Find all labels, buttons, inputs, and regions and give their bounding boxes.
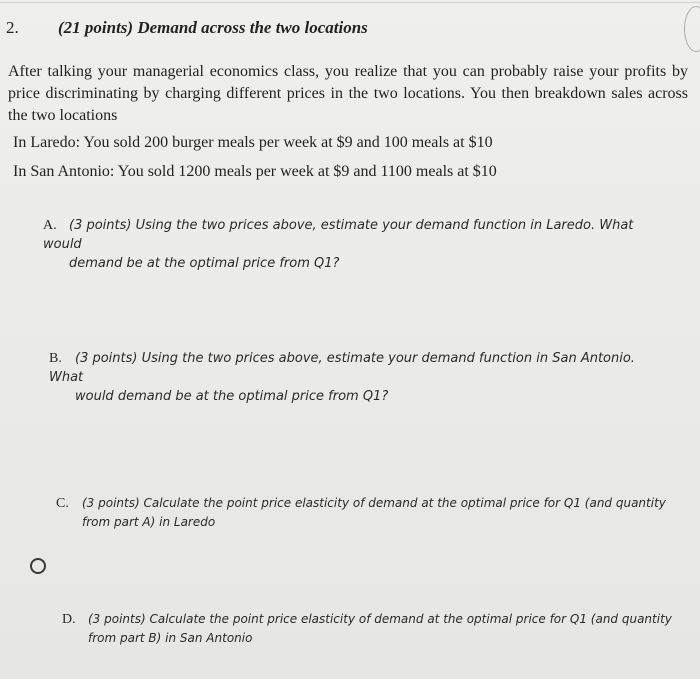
answer-radio-button[interactable] xyxy=(30,558,46,574)
part-b-line1: (3 points) Using the two prices above, estimate your demand function in San Antonio. What xyxy=(49,351,635,385)
part-c-line1: (3 points) Calculate the point price elasticity of demand at the optimal price for Q1 (and quantity xyxy=(82,496,666,510)
part-a-letter: A. xyxy=(43,218,57,233)
case-laredo: In Laredo: You sold 200 burger meals per week at $9 and 100 meals at $10 xyxy=(13,134,493,151)
part-d-line2: from part B) in San Antonio xyxy=(88,631,253,645)
question-title: (21 points) Demand across the two locations xyxy=(58,18,368,37)
part-d-letter: D. xyxy=(62,612,76,627)
part-c xyxy=(56,494,676,532)
part-a-line2: demand be at the optimal price from Q1? xyxy=(69,256,340,271)
question-number: 2. xyxy=(6,18,19,37)
part-d xyxy=(62,610,677,648)
part-b-letter: B. xyxy=(49,351,62,366)
part-d-line1: (3 points) Calculate the point price elasticity of demand at the optimal price for Q1 (and quantity xyxy=(88,612,672,626)
question-intro: After talking your managerial economics class, you realize that you can probably raise your profits by price discriminating by charging different prices in the two locations. You then breakdown sales across the two locations xyxy=(8,63,688,124)
part-a-line1: (3 points) Using the two prices above, estimate your demand function in Laredo. What would xyxy=(43,218,634,252)
part-c-letter: C. xyxy=(56,496,69,511)
part-b-line2: would demand be at the optimal price from Q1? xyxy=(75,389,389,404)
top-divider xyxy=(0,2,700,3)
part-a xyxy=(43,216,673,273)
case-san-antonio: In San Antonio: You sold 1200 meals per week at $9 and 1100 meals at $10 xyxy=(13,163,497,180)
corner-bracket-mark xyxy=(684,6,700,52)
part-c-line2: from part A) in Laredo xyxy=(82,515,216,529)
part-b xyxy=(49,349,669,406)
